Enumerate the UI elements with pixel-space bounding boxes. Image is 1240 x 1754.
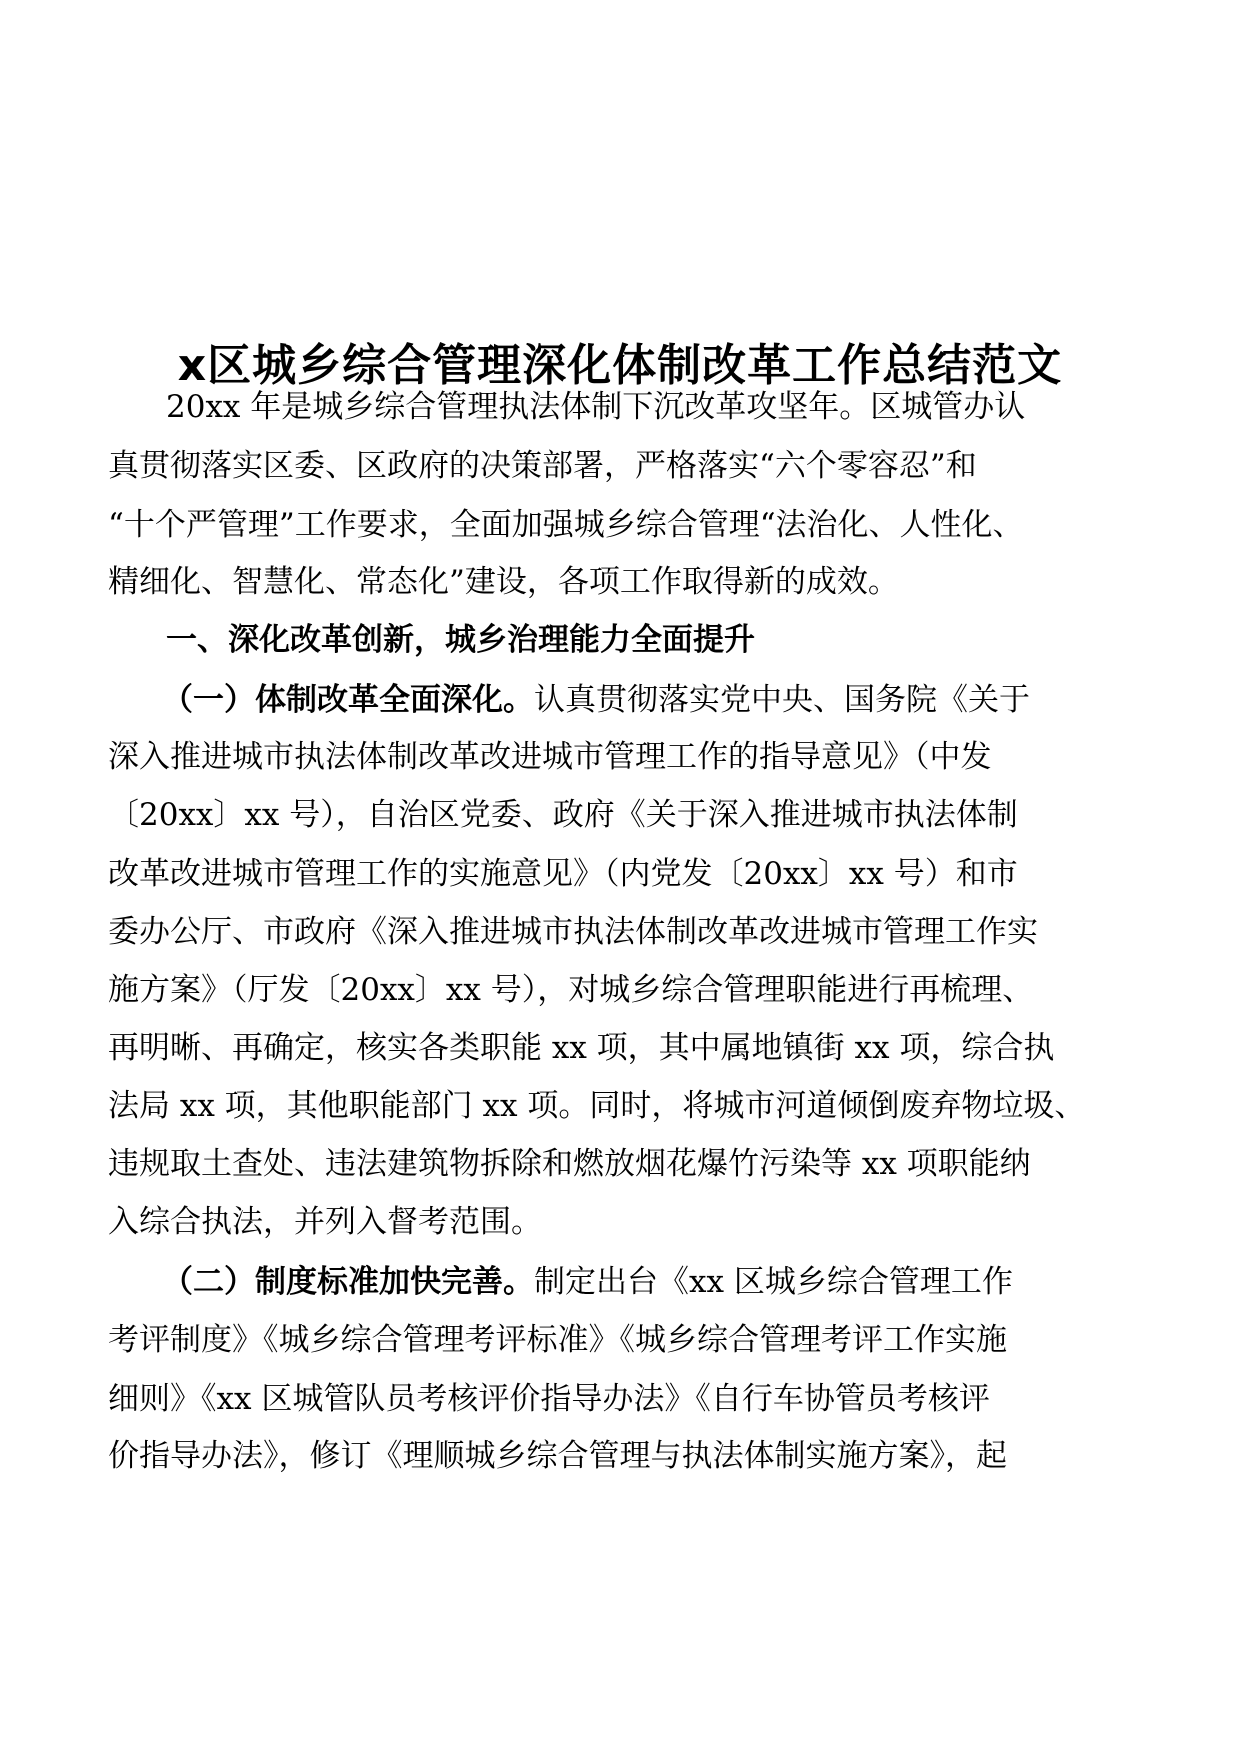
- sub2-line-2: 考评制度》《城乡综合管理考评标准》《城乡综合管理考评工作实施: [108, 1322, 1007, 1358]
- paragraph-line: [0, 442, 1240, 490]
- paragraph-line: [0, 1375, 1240, 1423]
- sub1-line-4: 改革改进城市管理工作的实施意见》（内党发〔20xx〕xx 号）和市: [108, 856, 1018, 892]
- sub1-line-10: 入综合执法，并列入督考范围。: [108, 1204, 542, 1240]
- sub2-first-line: [162, 1258, 1013, 1306]
- paragraph-line: [0, 1198, 1240, 1246]
- paragraph-line: [0, 676, 1240, 724]
- sub1-line-9: 违规取土查处、违法建筑物拆除和燃放烟花爆竹污染等 xx 项职能纳: [108, 1146, 1031, 1182]
- intro-line-2: 真贯彻落实区委、区政府的决策部署，严格落实“六个零容忍”和: [108, 448, 977, 484]
- sub1-line-5: 委办公厅、市政府《深入推进城市执法体制改革改进城市管理工作实: [108, 914, 1038, 950]
- sub1-first-line: [162, 676, 1030, 724]
- paragraph-line: [0, 791, 1240, 839]
- sub1-line-3: 〔20xx〕xx 号），自治区党委、政府《关于深入推进城市执法体制: [108, 797, 1018, 833]
- paragraph-line: [0, 908, 1240, 956]
- sub1-lead: （一）体制改革全面深化。: [162, 682, 534, 718]
- sub2-line-4: 价指导办法》，修订《理顺城乡综合管理与执法体制实施方案》，起: [108, 1438, 1007, 1474]
- sub2-line1-rest: 制定出台《xx 区城乡综合管理工作: [534, 1264, 1013, 1300]
- document-title: x区城乡综合管理深化体制改革工作总结范文: [177, 340, 1063, 391]
- paragraph-line: [0, 733, 1240, 781]
- intro-line-4: 精细化、智慧化、常态化”建设，各项工作取得新的成效。: [108, 564, 899, 600]
- paragraph-line: [0, 966, 1240, 1014]
- paragraph-line: [0, 616, 1240, 664]
- sub1-line-7: 再明晰、再确定，核实各类职能 xx 项，其中属地镇街 xx 项，综合执: [108, 1030, 1055, 1066]
- paragraph-line: [0, 1082, 1240, 1130]
- paragraph-line: [0, 850, 1240, 898]
- paragraph-line: [0, 1432, 1240, 1480]
- paragraph-line: [0, 1024, 1240, 1072]
- sub1-line-6: 施方案》（厅发〔20xx〕xx 号），对城乡综合管理职能进行再梳理、: [108, 972, 1034, 1008]
- intro-line-1: 20xx 年是城乡综合管理执法体制下沉改革攻坚年。区城管办认: [166, 389, 1026, 425]
- paragraph-line: [0, 501, 1240, 549]
- sub2-line-3: 细则》《xx 区城管队员考核评价指导办法》《自行车协管员考核评: [108, 1381, 990, 1417]
- sub1-line1-rest: 认真贯彻落实党中央、国务院《关于: [534, 682, 1030, 718]
- intro-line-3: “十个严管理”工作要求，全面加强城乡综合管理“法治化、人性化、: [108, 507, 1024, 543]
- paragraph-line: [0, 1316, 1240, 1364]
- sub1-line-2: 深入推进城市执法体制改革改进城市管理工作的指导意见》（中发: [108, 739, 992, 775]
- paragraph-line: [0, 383, 1240, 431]
- paragraph-line: [0, 558, 1240, 606]
- paragraph-line: [0, 1140, 1240, 1188]
- sub2-lead: （二）制度标准加快完善。: [162, 1264, 534, 1300]
- paragraph-line: [0, 1258, 1240, 1306]
- sub1-line-8: 法局 xx 项，其他职能部门 xx 项。同时，将城市河道倾倒废弃物垃圾、: [108, 1088, 1086, 1124]
- section-heading-1: 一、深化改革创新，城乡治理能力全面提升: [166, 622, 755, 658]
